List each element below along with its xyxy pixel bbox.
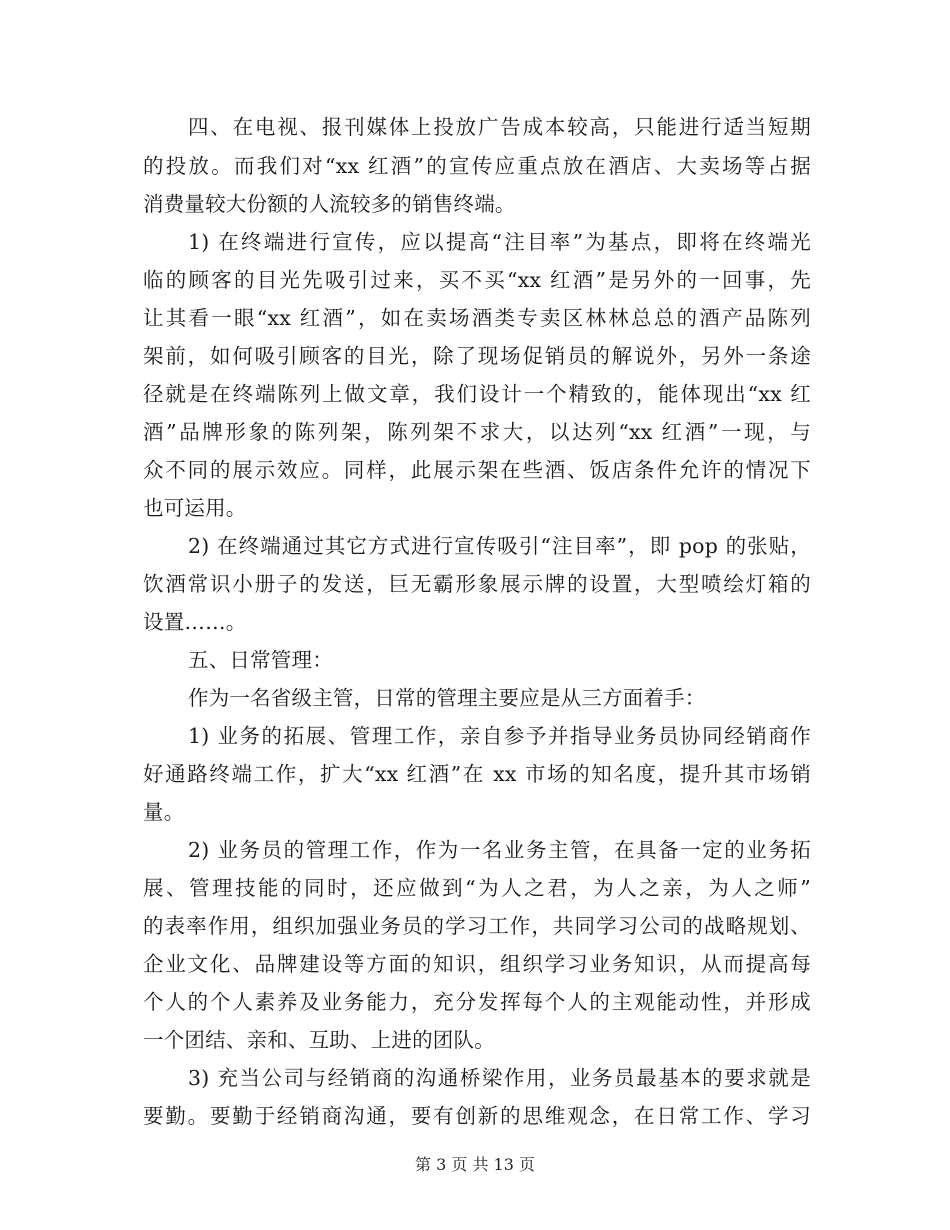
paragraph-line: 酒”品牌形象的陈列架，陈列架不求大，以达列“xx 红酒”一现，与	[143, 420, 811, 444]
paragraph-line: 架前，如何吸引顾客的目光，除了现场促销员的解说外，另外一条途	[143, 344, 811, 368]
paragraph-line: 四、在电视、报刊媒体上投放广告成本较高，只能进行适当短期	[188, 115, 811, 139]
paragraph-line: 消费量较大份额的人流较多的销售终端。	[143, 192, 516, 216]
paragraph-line: 饮酒常识小册子的发送，巨无霸形象展示牌的设置，大型喷绘灯箱的	[143, 572, 811, 596]
paragraph-line: 要勤。要勤于经销商沟通，要有创新的思维观念，在日常工作、学习	[143, 1104, 811, 1128]
paragraph-line: 个人的个人素养及业务能力，充分发挥每个人的主观能动性，并形成	[143, 990, 811, 1014]
paragraph-line: 1) 业务的拓展、管理工作，亲自参予并指导业务员协同经销商作	[188, 724, 811, 748]
paragraph-line: 展、管理技能的同时，还应做到“为人之君，为人之亲，为人之师”	[143, 876, 811, 900]
paragraph-line: 临的顾客的目光先吸引过来，买不买“xx 红酒”是另外的一回事，先	[143, 268, 811, 292]
paragraph-line: 1) 在终端进行宣传，应以提高“注目率”为基点，即将在终端光	[188, 230, 811, 254]
paragraph-line: 3) 充当公司与经销商的沟通桥梁作用，业务员最基本的要求就是	[188, 1066, 811, 1090]
paragraph-line: 的表率作用，组织加强业务员的学习工作，共同学习公司的战略规划、	[143, 914, 811, 938]
section-heading: 五、日常管理：	[188, 648, 333, 672]
paragraph-line: 设置……。	[143, 610, 247, 634]
page-footer: 第 3 页 共 13 页	[415, 1155, 535, 1174]
paragraph-line: 好通路终端工作，扩大“xx 红酒”在 xx 市场的知名度，提升其市场销	[143, 762, 811, 786]
paragraph-line: 也可运用。	[143, 496, 247, 520]
paragraph-line: 作为一名省级主管，日常的管理主要应是从三方面着手：	[188, 686, 706, 710]
paragraph-line: 量。	[143, 800, 185, 824]
paragraph-line: 的投放。而我们对“xx 红酒”的宣传应重点放在酒店、大卖场等占据	[143, 154, 811, 178]
paragraph-line: 2) 业务员的管理工作，作为一名业务主管，在具备一定的业务拓	[188, 838, 811, 862]
paragraph-line: 2) 在终端通过其它方式进行宣传吸引“注目率”，即 pop 的张贴，	[188, 534, 811, 558]
paragraph-line: 企业文化、品牌建设等方面的知识，组织学习业务知识，从而提高每	[143, 952, 811, 976]
paragraph-line: 径就是在终端陈列上做文章，我们设计一个精致的，能体现出“xx 红	[143, 382, 811, 406]
paragraph-line: 让其看一眼“xx 红酒”，如在卖场酒类专卖区林林总总的酒产品陈列	[143, 306, 811, 330]
paragraph-line: 众不同的展示效应。同样，此展示架在些酒、饭店条件允许的情况下	[143, 458, 811, 482]
paragraph-line: 一个团结、亲和、互助、上进的团队。	[143, 1028, 495, 1052]
